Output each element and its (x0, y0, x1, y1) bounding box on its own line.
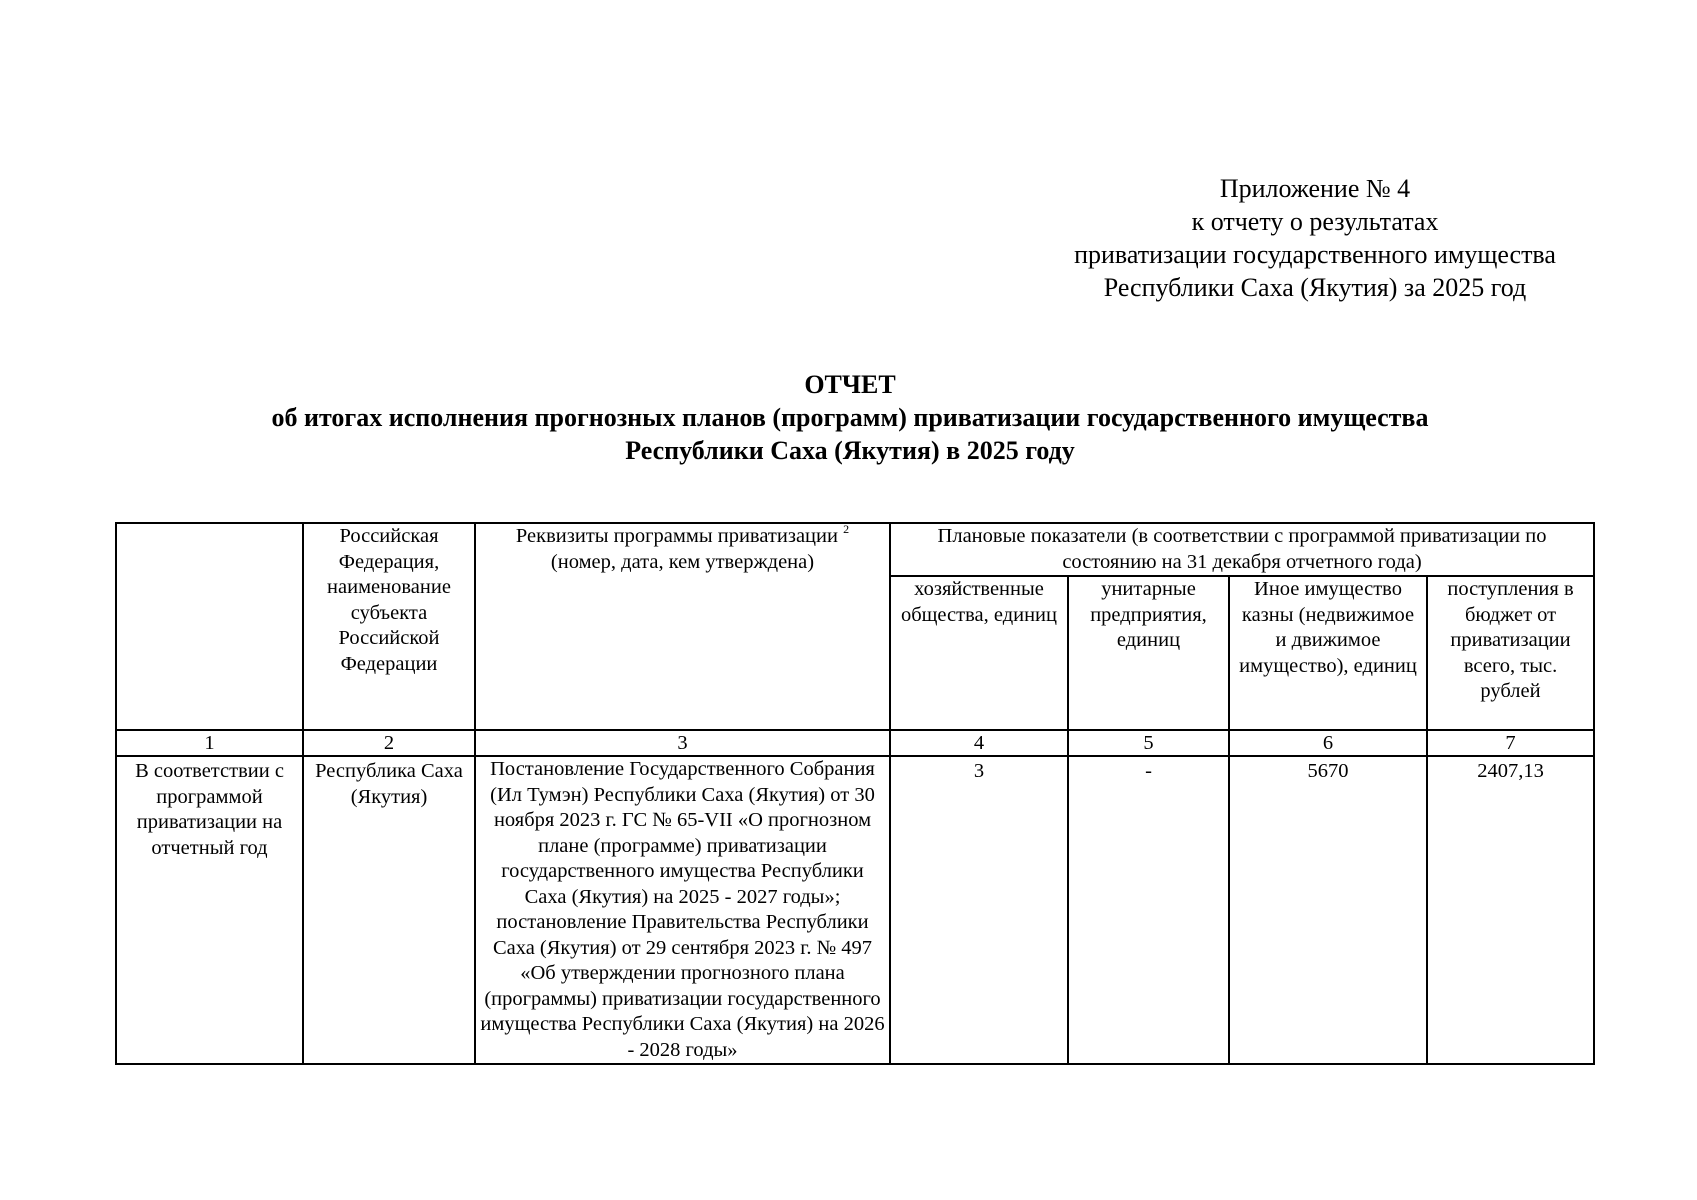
appendix-line-4: Республики Саха (Якутия) за 2025 год (1103, 273, 1527, 302)
data-row (116, 756, 1594, 1064)
title-line-1: ОТЧЕТ (804, 370, 896, 399)
header-program (475, 523, 890, 730)
header-other-property: Иное имущество казны (недвижимое и движимое имущество), единиц (1229, 576, 1427, 730)
report-table (115, 522, 1595, 1065)
report-title (115, 368, 1585, 467)
title-line-2: об итогах исполнения прогнозных планов (программ) приватизации государственного имущества (271, 403, 1429, 432)
header-program-label: Реквизиты программы приватизации (515, 525, 838, 547)
footnote-mark: 2 (843, 522, 850, 536)
header-row (116, 523, 1594, 576)
row-other-property: 5670 (1229, 756, 1427, 1064)
header-companies: хозяйственные общества, единиц (890, 576, 1068, 730)
header-program-sub: (номер, дата, кем утверждена) (550, 550, 815, 573)
column-number: 5 (1068, 730, 1229, 756)
column-number: 6 (1229, 730, 1427, 756)
column-number: 4 (890, 730, 1068, 756)
header-planned-indicators: Плановые показатели (в соответствии с программой приватизации по состоянию на 31 декабря отчетного года) (890, 523, 1594, 576)
header-unitary: унитарные предприятия, единиц (1068, 576, 1229, 730)
row-label: В соответствии с программой приватизации на отчетный год (116, 756, 303, 1064)
row-companies: 3 (890, 756, 1068, 1064)
column-number: 3 (475, 730, 890, 756)
column-number-row (116, 730, 1594, 756)
appendix-line-1: Приложение № 4 (1219, 174, 1411, 203)
appendix-line-3: приватизации государственного имущества (1074, 240, 1556, 269)
appendix-line-2: к отчету о результатах (1191, 207, 1439, 236)
title-line-3: Республики Саха (Якутия) в 2025 году (625, 436, 1075, 465)
header-cell-1 (116, 523, 303, 730)
header-revenue: поступления в бюджет от приватизации всего, тыс. рублей (1427, 576, 1594, 730)
row-program-details: Постановление Государственного Собрания (Ил Тумэн) Республики Саха (Якутия) от 30 ноября 2023 г. ГС № 65-VII «О прогнозном плане (программе) приватизации государственного имущества Республики Саха (Якутия) на 2025 - 2027 годы»; постановление Правительства Республики Саха (Якутия) от 29 сентября 2023 г. № 497 «Об утверждении прогнозного плана (программы) приватизации государственного имущества Республики Саха (Якутия) на 2026 - 2028 годы» (475, 756, 890, 1064)
column-number: 1 (116, 730, 303, 756)
row-unitary: - (1068, 756, 1229, 1064)
row-revenue: 2407,13 (1427, 756, 1594, 1064)
column-number: 2 (303, 730, 475, 756)
row-subject: Республика Саха (Якутия) (303, 756, 475, 1064)
header-subject: Российская Федерация, наименование субъекта Российской Федерации (303, 523, 475, 730)
appendix-note (1040, 172, 1590, 304)
column-number: 7 (1427, 730, 1594, 756)
